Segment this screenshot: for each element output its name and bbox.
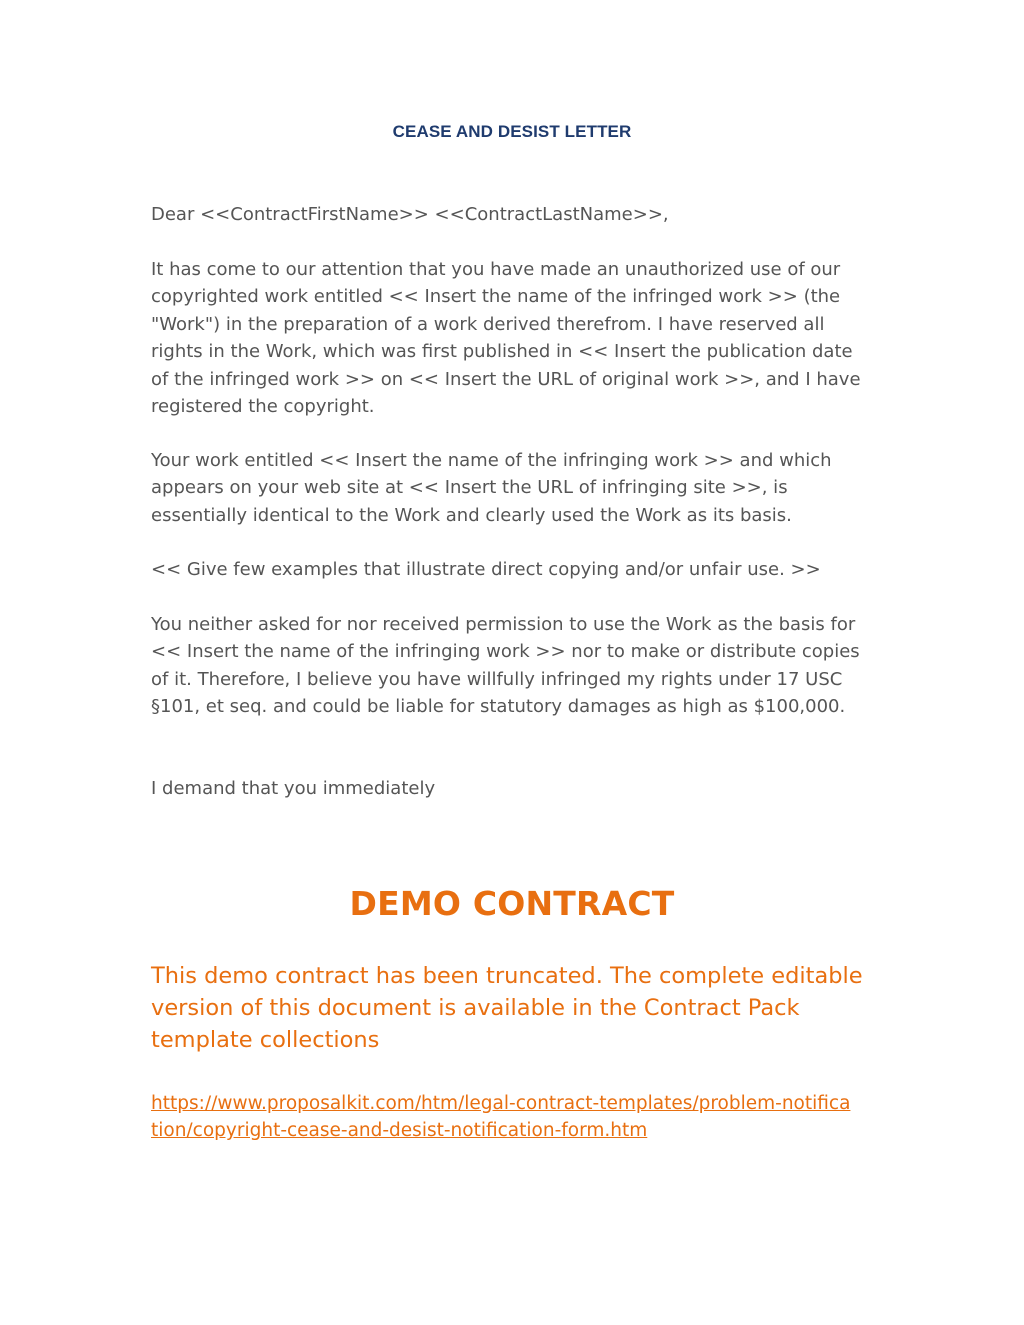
paragraph-infringing-work: Your work entitled << Insert the name of the infringing work >> and which appears on your web site at << Insert the URL of infringing site >>, is essentially identical to the Work and clearly used the Work as its basis. [151, 450, 832, 526]
demo-truncation-notice: This demo contract has been truncated. The complete editable version of this document is available in the Contract Pack template collections [151, 963, 863, 1053]
paragraph-examples: << Give few examples that illustrate direct copying and/or unfair use. >> [151, 559, 821, 580]
paragraph-unauthorized-use: It has come to our attention that you have made an unauthorized use of our copyrighted work entitled << Insert the name of the infringed work >> (the "Work") in the preparation of a work derived therefrom. I have reserved all rights in the Work, which was first published in << Insert the publication date of the infringed work >> on << Insert the URL of original work >>, and I have registered the copyright. [151, 259, 861, 418]
document-title: CEASE AND DESIST LETTER [392, 122, 632, 141]
salutation: Dear <<ContractFirstName>> <<ContractLastName>>, [151, 204, 669, 225]
paragraph-permission: You neither asked for nor received permission to use the Work as the basis for << Insert the name of the infringing work >> nor to make or distribute copies of it. Therefore, I believe you have willfully infringed my rights under 17 USC §101, et seq. and could be liable for statutory damages as high as $100,000. [151, 614, 860, 718]
contract-pack-link[interactable]: https://www.proposalkit.com/htm/legal-contract-templates/problem-notification/copyright-cease-and-desist-notification-form.htm [151, 1093, 851, 1142]
demo-contract-heading: DEMO CONTRACT [349, 884, 675, 923]
paragraph-demand: I demand that you immediately [151, 778, 436, 799]
